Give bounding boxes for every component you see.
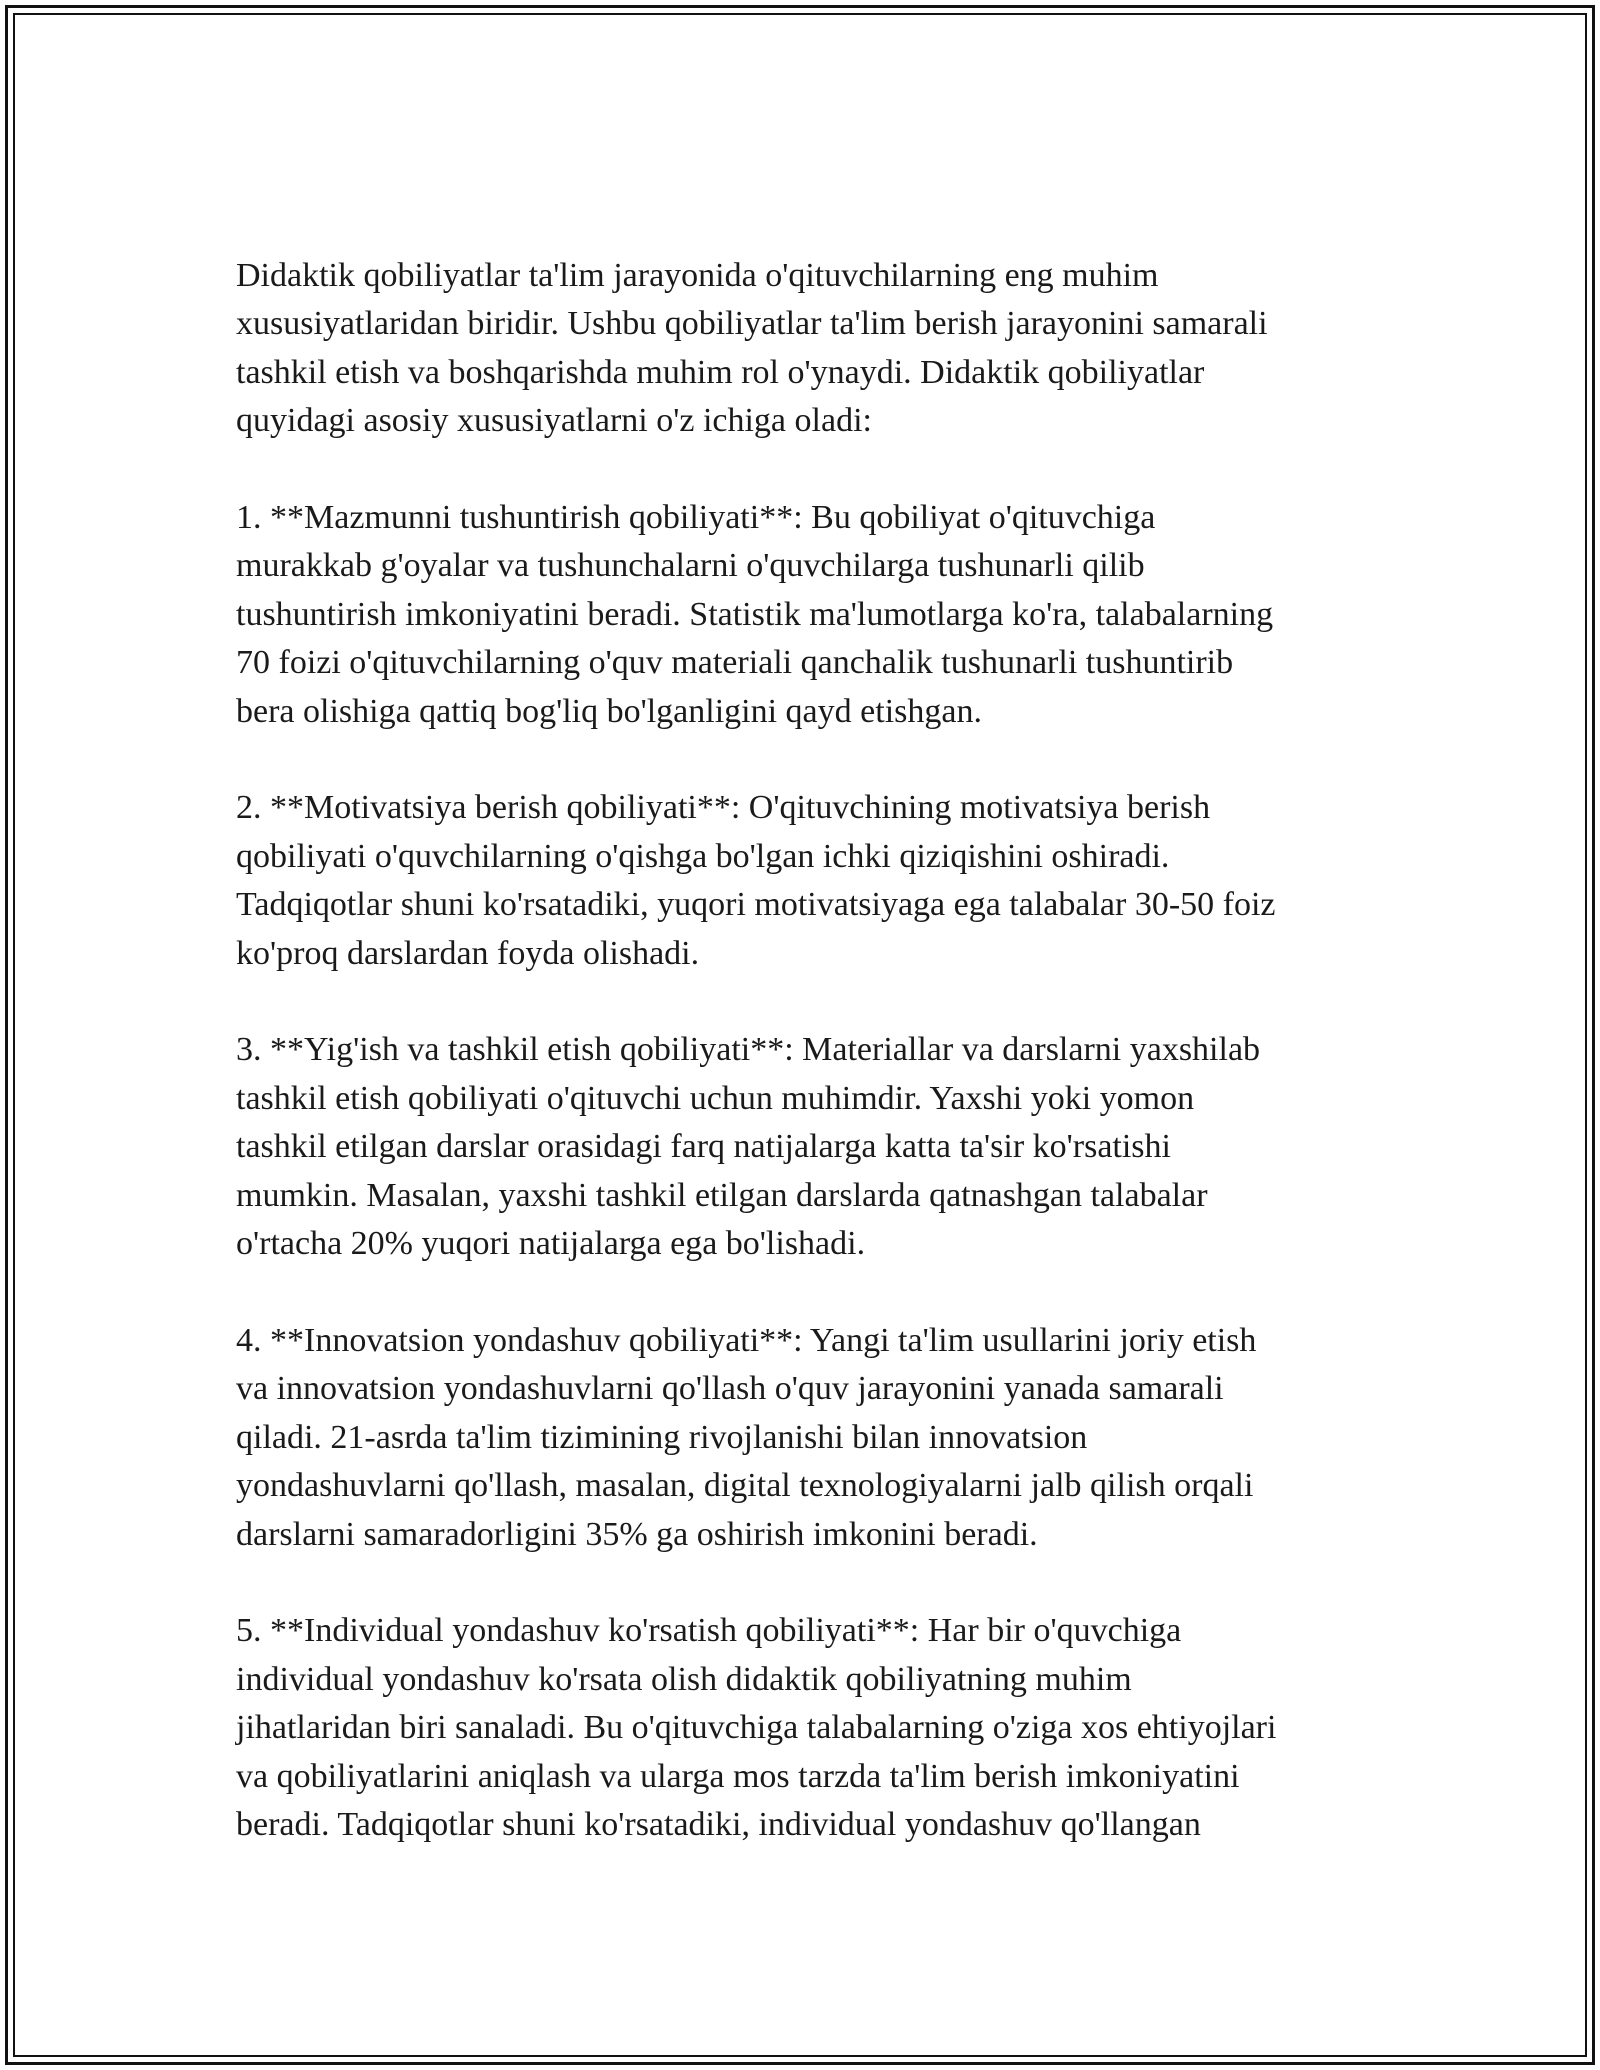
list-item-1: 1. **Mazmunni tushuntirish qobiliyati**: Bu qobiliyat o'qituvchiga murakkab g'oyalar va tushunchalarni o'quvchilarga tushunarli qilib tushuntirish imkoniyatini beradi. Statistik ma'lumotlarga ko'ra, talabalarning 70 foizi o'qituvchilarning o'quv materiali qanchalik tushunarli tushuntirib bera olishiga qattiq bog'liq bo'lganligini qayd etishgan. <box>236 499 1274 730</box>
list-item-2: 2. **Motivatsiya berish qobiliyati**: O'qituvchining motivatsiya berish qobiliyati o'quvchilarning o'qishga bo'lgan ichki qiziqishini oshiradi. Tadqiqotlar shuni ko'rsatadiki, yuqori motivatsiyaga ega talabalar 30-50 foiz ko'proq darslardan foyda olishadi. <box>236 789 1276 972</box>
list-item-5: 5. **Individual yondashuv ko'rsatish qobiliyati**: Har bir o'quvchiga individual yondashuv ko'rsata olish didaktik qobiliyatning muhim jihatlaridan biri sanaladi. Bu o'qituvchiga talabalarning o'ziga xos ehtiyojlari va qobiliyatlarini aniqlash va ularga mos tarzda ta'lim berish imkoniyatini beradi. Tadqiqotlar shuni ko'rsatadiki, individual yondashuv qo'llangan <box>236 1612 1277 1843</box>
intro-paragraph: Didaktik qobiliyatlar ta'lim jarayonida o'qituvchilarning eng muhim xususiyatlaridan biridir. Ushbu qobiliyatlar ta'lim berish jarayonini samarali tashkil etish va boshqarishda muhim rol o'ynaydi. Didaktik qobiliyatlar quyidagi asosiy xususiyatlarni o'z ichiga oladi: <box>236 257 1268 440</box>
document-body <box>236 252 1366 1849</box>
list-item-3: 3. **Yig'ish va tashkil etish qobiliyati**: Materiallar va darslarni yaxshilab tashkil etish qobiliyati o'qituvchi uchun muhimdir. Yaxshi yoki yomon tashkil etilgan darslar orasidagi farq natijalarga katta ta'sir ko'rsatishi mumkin. Masalan, yaxshi tashkil etilgan darslarda qatnashgan talabalar o'rtacha 20% yuqori natijalarga ega bo'lishadi. <box>236 1031 1261 1263</box>
list-item-4: 4. **Innovatsion yondashuv qobiliyati**: Yangi ta'lim usullarini joriy etish va innovatsion yondashuvlarni qo'llash o'quv jarayonini yanada samarali qiladi. 21-asrda ta'lim tizimining rivojlanishi bilan innovatsion yondashuvlarni qo'llash, masalan, digital texnologiyalarni jalb qilish orqali darslarni samaradorligini 35% ga oshirish imkonini beradi. <box>236 1321 1257 1553</box>
